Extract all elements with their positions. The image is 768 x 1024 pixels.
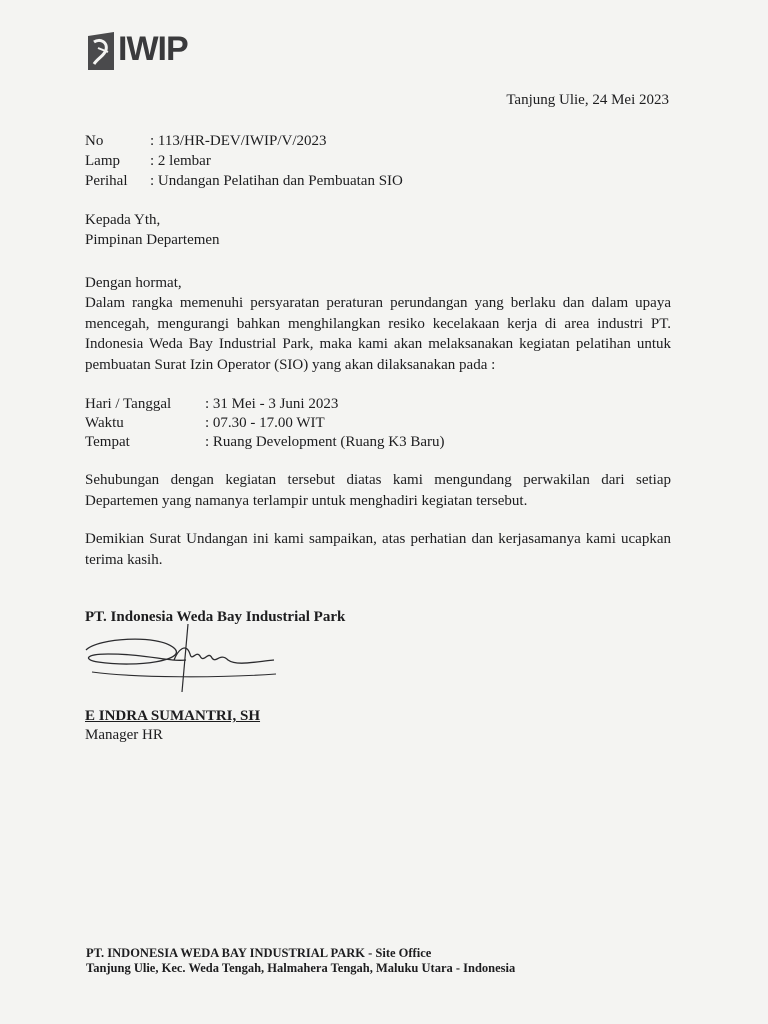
event-label-date: Hari / Tanggal xyxy=(85,396,172,412)
signatory-name: E INDRA SUMANTRI, SH xyxy=(85,708,261,724)
handwritten-signature xyxy=(78,620,298,700)
meta-value-lamp: : 2 lembar xyxy=(150,153,211,169)
recipient-line2: Pimpinan Departemen xyxy=(85,232,220,248)
meta-label-perihal: Perihal xyxy=(85,173,128,189)
meta-value-perihal: : Undangan Pelatihan dan Pembuatan SIO xyxy=(150,173,403,189)
event-value-place: : Ruang Development (Ruang K3 Baru) xyxy=(205,434,445,450)
meta-value-no: : 113/HR-DEV/IWIP/V/2023 xyxy=(150,133,327,149)
recipient-line1: Kepada Yth, xyxy=(85,212,161,228)
signatory-title: Manager HR xyxy=(85,727,163,743)
signature-company: PT. Indonesia Weda Bay Industrial Park xyxy=(85,609,346,625)
event-label-time: Waktu xyxy=(85,415,124,431)
letter-date: Tanjung Ulie, 24 Mei 2023 xyxy=(506,92,669,108)
meta-label-no: No xyxy=(85,133,104,149)
logo-text: IWIP xyxy=(118,30,188,68)
meta-label-lamp: Lamp xyxy=(85,153,120,169)
event-value-time: : 07.30 - 17.00 WIT xyxy=(205,415,325,431)
footer-line2: Tanjung Ulie, Kec. Weda Tengah, Halmahera Tengah, Maluku Utara - Indonesia xyxy=(86,961,516,975)
event-value-date: : 31 Mei - 3 Juni 2023 xyxy=(205,396,339,412)
greeting: Dengan hormat, xyxy=(85,275,182,291)
paragraph-invitation: Sehubungan dengan kegiatan tersebut diatas kami mengundang perwakilan dari setiap Departemen yang namanya terlampir untuk menghadiri kegiatan tersebut. xyxy=(85,472,671,509)
footer-line1: PT. INDONESIA WEDA BAY INDUSTRIAL PARK - Site Office xyxy=(86,946,432,960)
paragraph-intro: Dalam rangka memenuhi persyaratan peraturan perundangan yang berlaku dan dalam upaya mencegah, mengurangi bahkan menghilangkan resiko kecelakaan kerja di area industri PT. Indonesia Weda Bay Industrial Park, maka kami akan melaksanakan kegiatan pelatihan untuk pembuatan Surat Izin Operator (SIO) yang akan dilaksanakan pada : xyxy=(85,295,671,373)
event-label-place: Tempat xyxy=(85,434,130,450)
paragraph-closing: Demikian Surat Undangan ini kami sampaikan, atas perhatian dan kerjasamanya kami ucapkan terima kasih. xyxy=(85,531,671,568)
